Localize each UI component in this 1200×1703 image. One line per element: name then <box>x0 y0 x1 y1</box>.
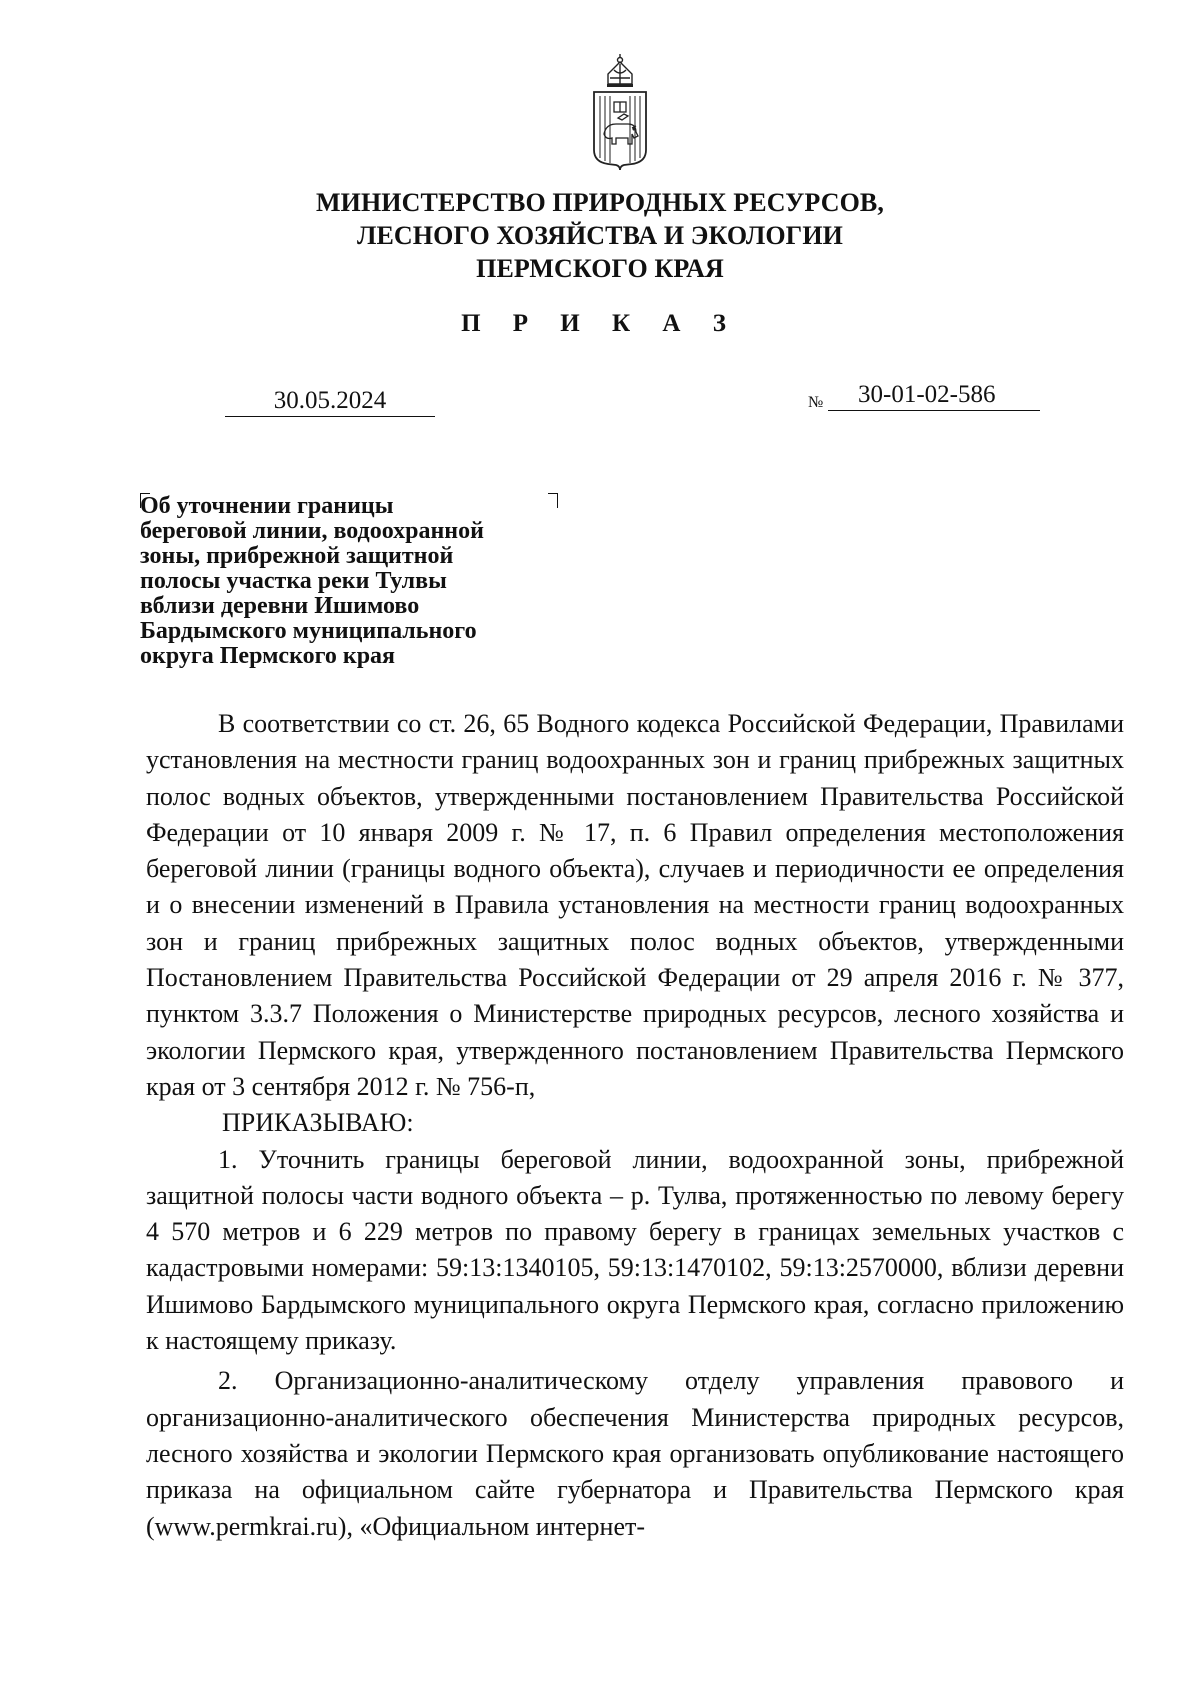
document-body <box>146 706 1124 1545</box>
subject-line: береговой линии, водоохранной <box>140 518 484 544</box>
number-sign: № <box>808 394 824 411</box>
ministry-name-line-2: ЛЕСНОГО ХОЗЯЙСТВА И ЭКОЛОГИИ <box>357 221 843 250</box>
order-item-1: 1. Уточнить границы береговой линии, водоохранной зоны, прибрежной защитной полосы части водного объекта – р. Тулва, протяженностью по левому берегу 4 570 метров и 6 229 метров по правому берегу в границах земельных участков с кадастровыми номерами: 59:13:1340105, 59:13:1470102, 59:13:2570000, вблизи деревни Ишимово Бардымского муниципального округа Пермского края, согласно приложению к настоящему приказу. <box>146 1144 1124 1356</box>
subject-line: полосы участка реки Тулвы <box>140 568 447 594</box>
order-word: ПРИКАЗЫВАЮ: <box>222 1108 414 1138</box>
document-number: 30-01-02-586 <box>828 380 1040 411</box>
subject-line: Об уточнении границы <box>140 493 394 519</box>
document-type-title: П Р И К А З <box>461 310 739 337</box>
subject-line: вблизи деревни Ишимово <box>140 593 420 619</box>
order-item-2: 2. Организационно-аналитическому отделу управления правового и организационно-аналитического обеспечения Министерства природных ресурсов, лесного хозяйства и экологии Пермского края организовать опубликование настоящего приказа на официальном сайте губернатора и Правительства Пермского края (www.permkrai.ru), «Официальном интернет- <box>146 1366 1124 1541</box>
subject-line: округа Пермского края <box>140 643 396 669</box>
preamble-paragraph: В соответствии со ст. 26, 65 Водного кодекса Российской Федерации, Правилами установления на местности границ водоохранных зон и границ прибрежных защитных полос водных объектов, утвержденными постановлением Правительства Российской Федерации от 10 января 2009 г. № 17, п. 6 Правил определения местоположения береговой линии (границы водного объекта), случаев и периодичности ее определения и о внесении изменений в Правила установления на местности границ водоохранных зон и границ прибрежных защитных полос водных объектов, утвержденными Постановлением Правительства Российской Федерации от 29 апреля 2016 г. № 377, пунктом 3.3.7 Положения о Министерстве природных ресурсов, лесного хозяйства и экологии Пермского края, утвержденного постановлением Правительства Пермского края от 3 сентября 2012 г. № 756-п, <box>146 709 1124 1101</box>
ministry-header <box>250 186 950 285</box>
coat-of-arms-emblem <box>588 54 652 172</box>
subject-line: зоны, прибрежной защитной <box>140 543 454 569</box>
subject-line: Бардымского муниципального <box>140 618 477 644</box>
document-number-field <box>808 380 1040 416</box>
document-date: 30.05.2024 <box>225 386 435 417</box>
ministry-name-line-3: ПЕРМСКОГО КРАЯ <box>476 254 724 283</box>
document-subject <box>140 494 560 669</box>
ministry-name-line-1: МИНИСТЕРСТВО ПРИРОДНЫХ РЕСУРСОВ, <box>316 188 884 217</box>
